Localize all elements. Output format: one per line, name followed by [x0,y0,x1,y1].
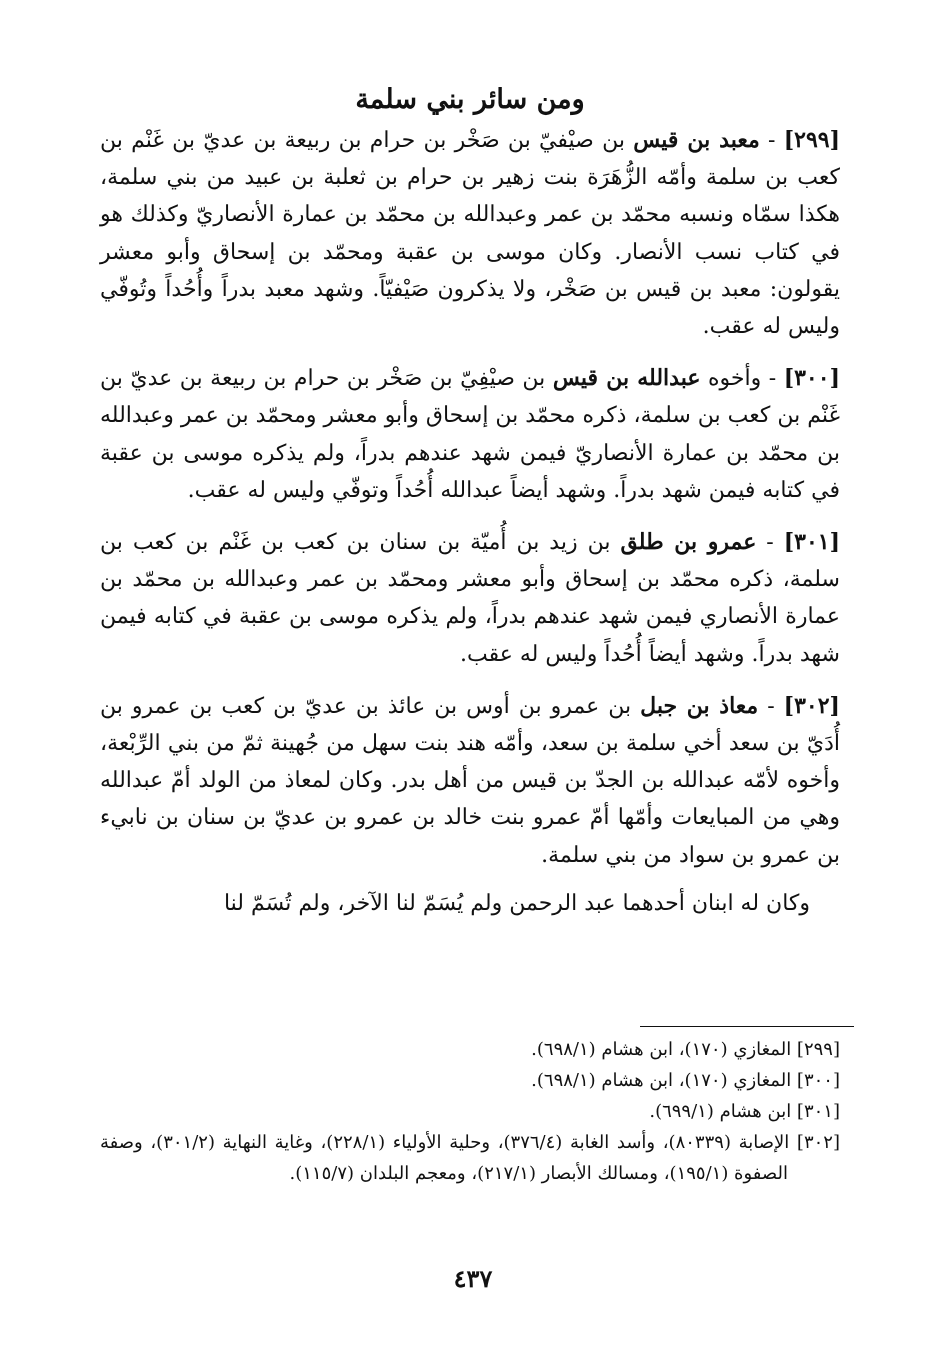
entry-text: بن زيد بن أُميّة بن سنان بن كعب بن غَنْم بن كعب بن سلمة، ذكره محمّد بن إسحاق وأبو معشر ومحمّد بن عمر وعبدالله بن محمّد بن عمارة الأنصاري فيمن شهد عندهم بدراً، ولم يذكره موسى بن عقبة في كتابه فيمن شهد بدراً. وشهد أيضاً أُحُداً وليس له عقب. [100,530,840,667]
footnote-302: [٣٠٢] الإصابة (٨٠٣٣٩)، وأسد الغابة (٣٧٦/٤)، وحلية الأولياء (٢٢٨/١)، وغاية النهاية (٣٠١/٢)، وصفة الصفوة (١٩٥/١)، ومسالك الأبصار (٢١٧/١)، ومعجم البلدان (١١٥/٧). [100,1132,840,1184]
continuation-paragraph: وكان له ابنان أحدهما عبد الرحمن ولم يُسَمّ لنا الآخر، ولم تُسَمّ لنا [223,890,810,916]
entry-299 [100,122,840,345]
entry-dash: - [758,693,775,719]
entry-number: [٢٩٩] [783,127,840,153]
footnote-301: [٣٠١] ابن هشام (٦٩٩/١). [649,1101,840,1122]
entry-number: [٣٠١] [783,529,841,556]
entry-301 [100,524,840,673]
entry-dash: - [761,366,777,392]
entry-dash: - [756,530,774,556]
entry-name: عبدالله بن قيس [552,365,701,392]
page-number: ٤٣٧ [453,1264,493,1293]
section-title: ومن سائر بني سلمة [355,84,585,115]
entry-text: بن صيْفِيّ بن صَخْر بن حرام بن ربيعة بن عديّ بن غَنْم بن كعب بن سلمة، ذكره محمّد بن إسحاق وأبو معشر ومحمّد بن عمر وعبدالله بن محمّد بن عمارة الأنصاريّ فيمن شهد عندهم بدراً، ولم يذكره موسى بن عقبة في كتابه فيمن شهد بدراً. وشهد أيضاً عبدالله أُحُداً وتوفّي وليس له عقب. [100,366,840,503]
entry-prefix: وأخوه [707,366,762,392]
entry-300 [100,360,840,509]
entry-number: [٣٠٠] [783,365,840,392]
entry-number: [٣٠٢] [783,692,840,719]
footnote-divider [640,1026,854,1027]
entry-name: معاذ بن جبل [640,692,759,719]
entry-text: بن عمرو بن أوس بن عائذ بن عديّ بن كعب بن عمرو بن أُدَيّ بن سعد أخي سلمة بن سعد، وأمّه هند بنت سهل من جُهينة ثمّ من بني الرِّبْعة، وأخوه لأمّه عبدالله بن الجدّ بن قيس من أهل بدر. وكان لمعاذ من الولد أمّ عبدالله وهي من المبايعات وأمّها أمّ عمرو بنت خالد بن عمرو بن عديّ بن سنان بن نابيء بن عمرو بن سواد من بني سلمة. [100,693,840,868]
footnote-300: [٣٠٠] المغازي (١٧٠)، ابن هشام (٦٩٨/١). [531,1070,840,1091]
footnote-299: [٢٩٩] المغازي (١٧٠)، ابن هشام (٦٩٨/١). [531,1039,840,1060]
entry-302 [100,688,840,874]
footnotes [100,1034,840,1189]
entry-name: عمرو بن طلق [620,529,757,556]
entry-dash: - [759,128,776,153]
entry-text: بن صيْفيّ بن صَخْر بن حرام بن ربيعة بن عديّ بن غَنْم بن كعب بن سلمة وأمّه الزُّهَرَة بنت زهير بن حرام بن ثعلبة بن عبيد من بني سلمة، هكذا سمّاه ونسبه محمّد بن عمر وعبدالله بن محمّد بن عمارة الأنصاريّ وكذلك هو في كتاب نسب الأنصار. وكان موسى بن عقبة ومحمّد بن إسحاق وأبو معشر يقولون: معبد بن قيس بن صَخْر، ولا يذكرون صَيْفيّاً. وشهد معبد بدراً وأُحُداً وتُوفّي وليس له عقب. [100,128,840,340]
entry-name: معبد بن قيس [633,127,760,153]
